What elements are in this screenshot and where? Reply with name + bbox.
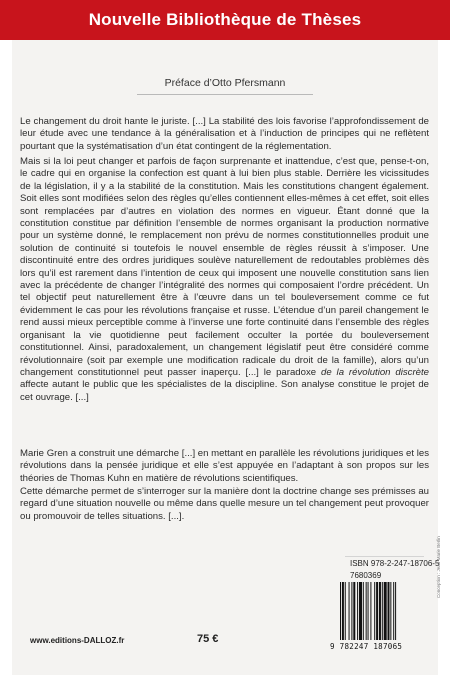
isbn-label: ISBN 978-2-247-18706-5 bbox=[350, 559, 440, 568]
barcode bbox=[338, 582, 420, 640]
paragraph-main-text: Mais si la loi peut changer et parfois de façon surprenante et inattendue, c’est que, pense-t-on, le cadre qui en organise la confection est quant à lui bien plus stable. Derrière les vicissitudes de la législation, il y a la stabilité de la constitution. Mais les constitutions changent également. Soit elles sont modifiées selon des règles qu’elles contiennent elles-mêmes à cet effet, soit elles sont remplacées par d’autres en violation des normes en vigueur. Étant donné que la constitution constitue par définition l’ensemble de normes organisant la production normative pour un système donné, le remplacement non prévu de normes constitutionnelles produit une solution de continuité si toutefois le nouvel ensemble de règles réussit à s’imposer. Une discontinuité entre des ordres juridiques soulève naturellement de redoutables problèmes dès lors qu’il est rarement dans l’intention de ceux qui imposent une nouvelle constitution sans lien avec la précédente de changer l’intégralité des normes qui composaient l’ordre précédent. Un tel objectif peut naturellement être à l’œuvre dans un tel bouleversement comme ce fut évidemment le cas pour les révolutions française et russe. L’étendue d’un pareil changement le rend aussi mieux perceptible comme à l’inverse une forte continuité dans l’ensemble des règles organisant la vie quotidienne peut facilement occulter la portée du bouleversement constitutionnel. Ainsi, paradoxalement, un changement législatif peut être considéré comme révolutionnaire (soit par exemple une modification radicale du droit de la famille), alors qu’un changement constitutionnel peut passer inaperçu. [...] le paradoxe bbox=[20, 156, 429, 378]
series-title: Nouvelle Bibliothèque de Thèses bbox=[88, 10, 362, 29]
preface-heading: Préface d’Otto Pfersmann bbox=[164, 77, 286, 89]
paragraph-main-end: affecte autant le public que les spécialistes de la discipline. Son analyse constitue le projet de cet ouvrage. [...] bbox=[20, 379, 429, 403]
paragraph-main-italic: de la révolution discrète bbox=[321, 366, 429, 378]
design-credit: Conception : Jean-Marie Berlin bbox=[436, 536, 441, 598]
publisher-website: www.editions-DALLOZ.fr bbox=[30, 636, 125, 645]
barcode-digits: 9 782247 187065 bbox=[330, 642, 403, 651]
price: 75 € bbox=[197, 633, 219, 645]
paragraph-conclusion: Cette démarche permet de s’interroger sur la manière dont la doctrine change ses prémisses au regard d’une situation nouvelle ou même dans quelle mesure un tel changement peut provoquer ou promouvoir de telles situations. [...]. bbox=[20, 486, 429, 522]
paragraph-intro: Le changement du droit hante le juriste. [...] La stabilité des lois favorise l’approfondissement de leur étude avec une tendance à la généralisation et à l’induction de principes qui ne reflètent pourtant que la systématisation d’un état contingent de la réglementation. bbox=[20, 116, 429, 152]
paragraph-main bbox=[20, 156, 429, 404]
isbn-number: 7680369 bbox=[350, 571, 382, 580]
paragraph-method: Marie Gren a construit une démarche [...] en mettant en parallèle les révolutions juridiques et les révolutions dans la pensée juridique et elle s’est appuyée en l’adaptant à son propos sur les théories de Thomas Kuhn en matière de révolutions scientifiques. bbox=[20, 448, 429, 484]
heading-rule bbox=[137, 94, 313, 95]
